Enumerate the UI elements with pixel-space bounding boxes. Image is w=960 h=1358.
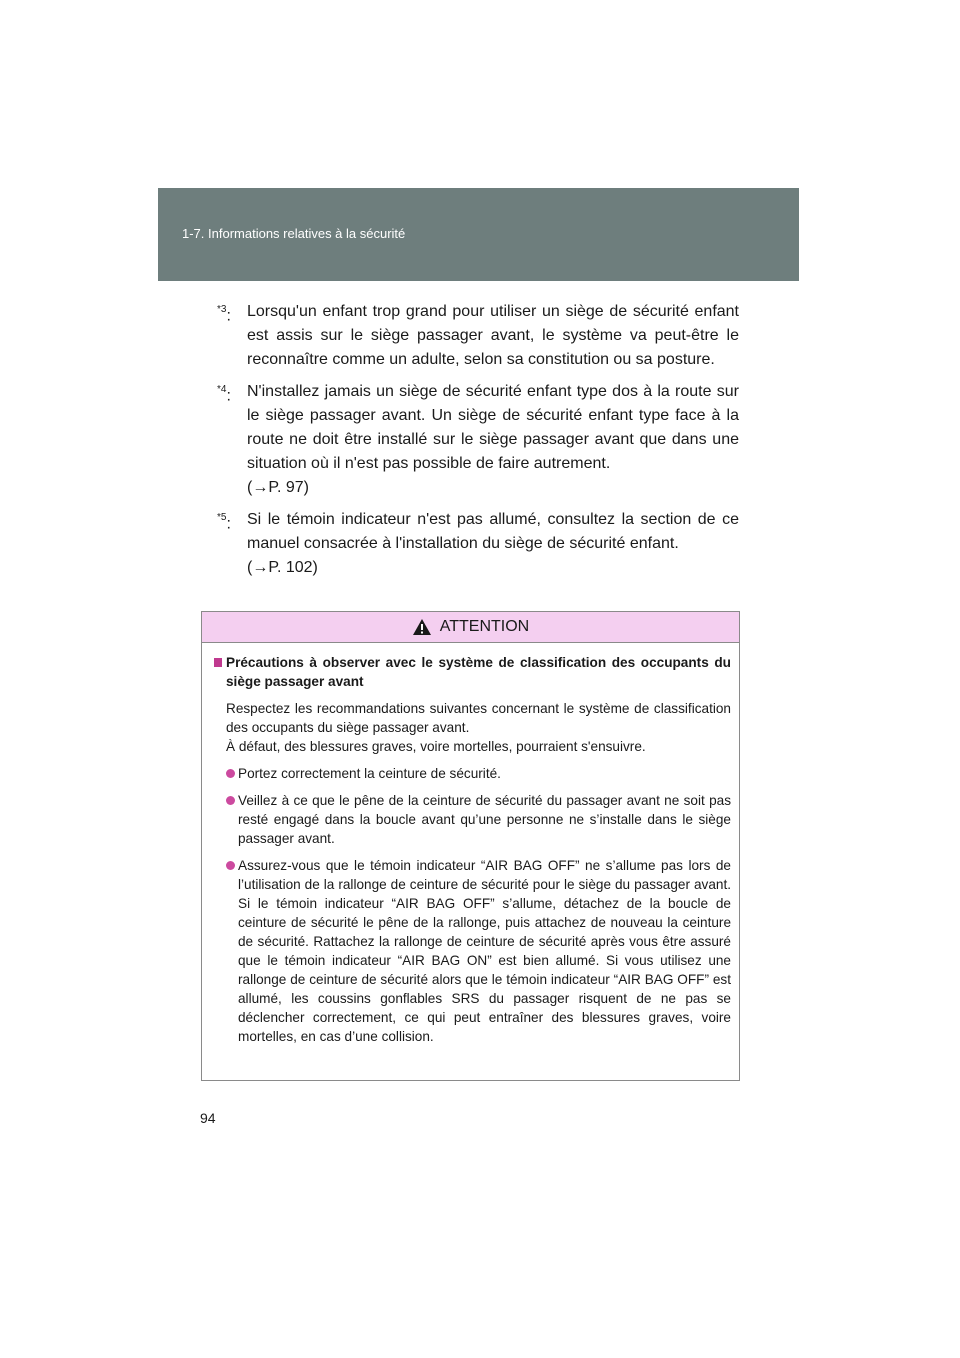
footnote-marker: $^{*5}$: <box>217 512 231 533</box>
footnote-4 <box>217 380 739 500</box>
footnote-5 <box>217 508 739 580</box>
bullet-dot-icon <box>226 796 235 805</box>
footnote-text: Si le témoin indicateur n'est pas allumé, consultez la section de ce manuel consacrée à l'installation du siège de sécurité enfant. <box>247 511 739 552</box>
attention-intro-line: Respectez les recommandations suivantes concernant le système de classification des occupants du siège passager avant. <box>226 701 731 735</box>
bullet-dot-icon <box>226 769 235 778</box>
warning-triangle-icon <box>412 618 432 636</box>
footnote-text: N'installez jamais un siège de sécurité enfant type dos à la route sur le siège passager avant. Un siège de sécurité enfant type face à la route ne doit être installé sur le siège passager avant que dans une situation où il n'est pas possible de faire autrement. <box>247 383 739 472</box>
page-reference-link[interactable]: (→P. 97) <box>247 479 309 496</box>
footnotes <box>217 300 739 588</box>
footnote-marker: $^{*3}$: <box>217 304 231 325</box>
attention-box <box>201 611 740 1081</box>
attention-label: ATTENTION <box>439 618 530 635</box>
page-number: 94 <box>200 1110 216 1126</box>
footnote-marker: $^{*4}$: <box>217 384 231 405</box>
attention-header <box>202 612 739 643</box>
section-title: 1-7. Informations relatives à la sécurité <box>182 226 406 241</box>
attention-title: Précautions à observer avec le système de classification des occupants du siège passager avant <box>214 653 731 691</box>
attention-bullet: Assurez-vous que le témoin indicateur “AIR BAG OFF” ne s’allume pas lors de l’utilisation de la rallonge de ceinture de sécurité pour le siège du passager avant. Si le témoin indicateur “AIR BAG OFF” s’allume, détachez de la boucle de ceinture de sécurité le pêne de la rallonge, puis attachez de nouveau la ceinture de sécurité. Rattachez la rallonge de ceinture de sécurité après vous être assuré que le témoin indicateur “AIR BAG ON” est bien allumé. Si vous utilisez une rallonge de ceinture de sécurité alors que le témoin indicateur “AIR BAG OFF” est allumé, les coussins gonflables SRS du passager risquent de ne pas se déclencher correctement, ce qui peut entraîner des blessures graves, voire mortelles, en cas d’une collision. <box>214 856 731 1046</box>
footnote-text: Lorsqu'un enfant trop grand pour utiliser un siège de sécurité enfant est assis sur le siège passager avant, le système va peut-être le reconnaître comme un adulte, selon sa constitution ou sa posture. <box>247 303 739 368</box>
footnote-3 <box>217 300 739 372</box>
square-bullet-icon <box>214 658 222 667</box>
attention-intro <box>214 699 731 756</box>
attention-bullet: Portez correctement la ceinture de sécurité. <box>214 764 731 783</box>
section-header-band <box>158 188 799 281</box>
bullet-dot-icon <box>226 861 235 870</box>
attention-bullet: Veillez à ce que le pêne de la ceinture de sécurité du passager avant ne soit pas resté engagé dans la boucle avant qu’une personne ne s’installe dans le siège passager avant. <box>214 791 731 848</box>
page-reference-link[interactable]: (→P. 102) <box>247 559 318 576</box>
attention-intro-line: À défaut, des blessures graves, voire mortelles, pourraient s'ensuivre. <box>226 739 646 754</box>
